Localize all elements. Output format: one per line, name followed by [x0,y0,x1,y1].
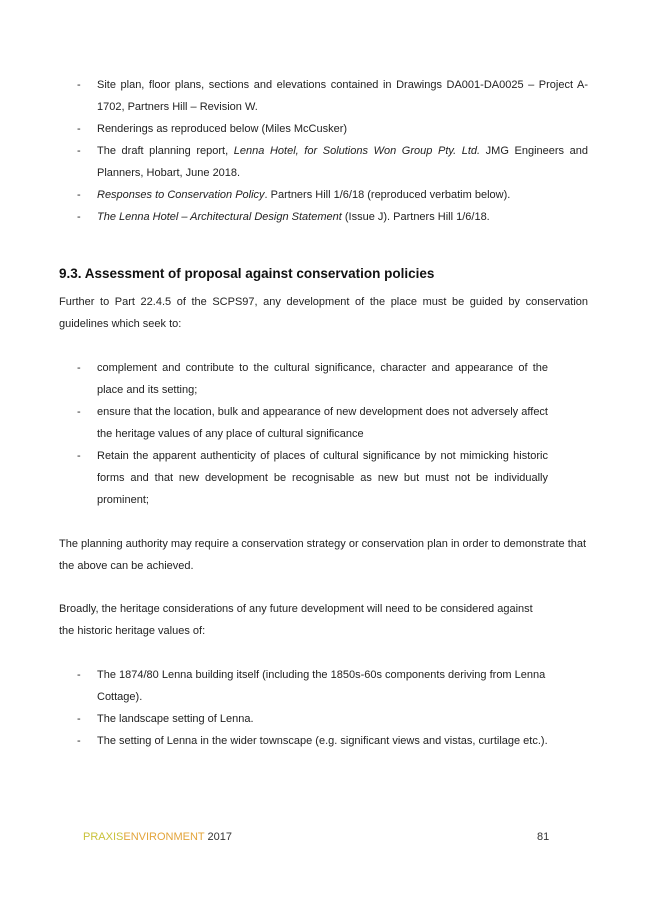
list-item: - The 1874/80 Lenna building itself (including the 1850s-60s components deriving from Lenna Cottage). [59,664,548,708]
list-item: - The setting of Lenna in the wider townscape (e.g. significant views and vistas, curtilage etc.). [59,730,548,752]
list-item: - Responses to Conservation Policy. Partners Hill 1/6/18 (reproduced verbatim below). [59,184,588,206]
list-item: - Renderings as reproduced below (Miles McCusker) [59,118,588,140]
list-item: - Site plan, floor plans, sections and elevations contained in Drawings DA001-DA0025 – Project A-1702, Partners Hill – Revision W. [59,74,588,118]
brand-praxis: PRAXIS [83,831,124,843]
page-number: 81 [537,831,550,843]
intro-list [59,74,588,228]
heritage-values-list [59,664,548,752]
list-item: - complement and contribute to the cultural significance, character and appearance of the place and its setting; [59,357,548,401]
footer-brand [83,831,232,843]
list-item: - The landscape setting of Lenna. [59,708,548,730]
planning-paragraph: The planning authority may require a conservation strategy or conservation plan in order to demonstrate that the above can be achieved. [59,538,587,572]
list-item: - ensure that the location, bulk and appearance of new development does not adversely affect the heritage values of any place of cultural significance [59,401,548,445]
guidelines-list [59,357,548,511]
list-item: - Retain the apparent authenticity of places of cultural significance by not mimicking historic forms and that new development be recognisable as new but must not be individually prominent; [59,445,548,511]
list-item: - The Lenna Hotel – Architectural Design Statement (Issue J). Partners Hill 1/6/18. [59,206,588,228]
heritage-paragraph-line-1: Broadly, the heritage considerations of any future development will need to be considered against [59,603,533,615]
footer-year: 2017 [204,831,232,843]
intro-paragraph: Further to Part 22.4.5 of the SCPS97, any development of the place must be guided by conservation guidelines which seek to: [59,296,588,330]
list-item: - The draft planning report, Lenna Hotel, for Solutions Won Group Pty. Ltd. JMG Engineers and Planners, Hobart, June 2018. [59,140,588,184]
heritage-paragraph-line-2: the historic heritage values of: [59,625,206,637]
brand-environment: ENVIRONMENT [123,831,205,843]
section-heading: 9.3. Assessment of proposal against conservation policies [59,266,435,281]
